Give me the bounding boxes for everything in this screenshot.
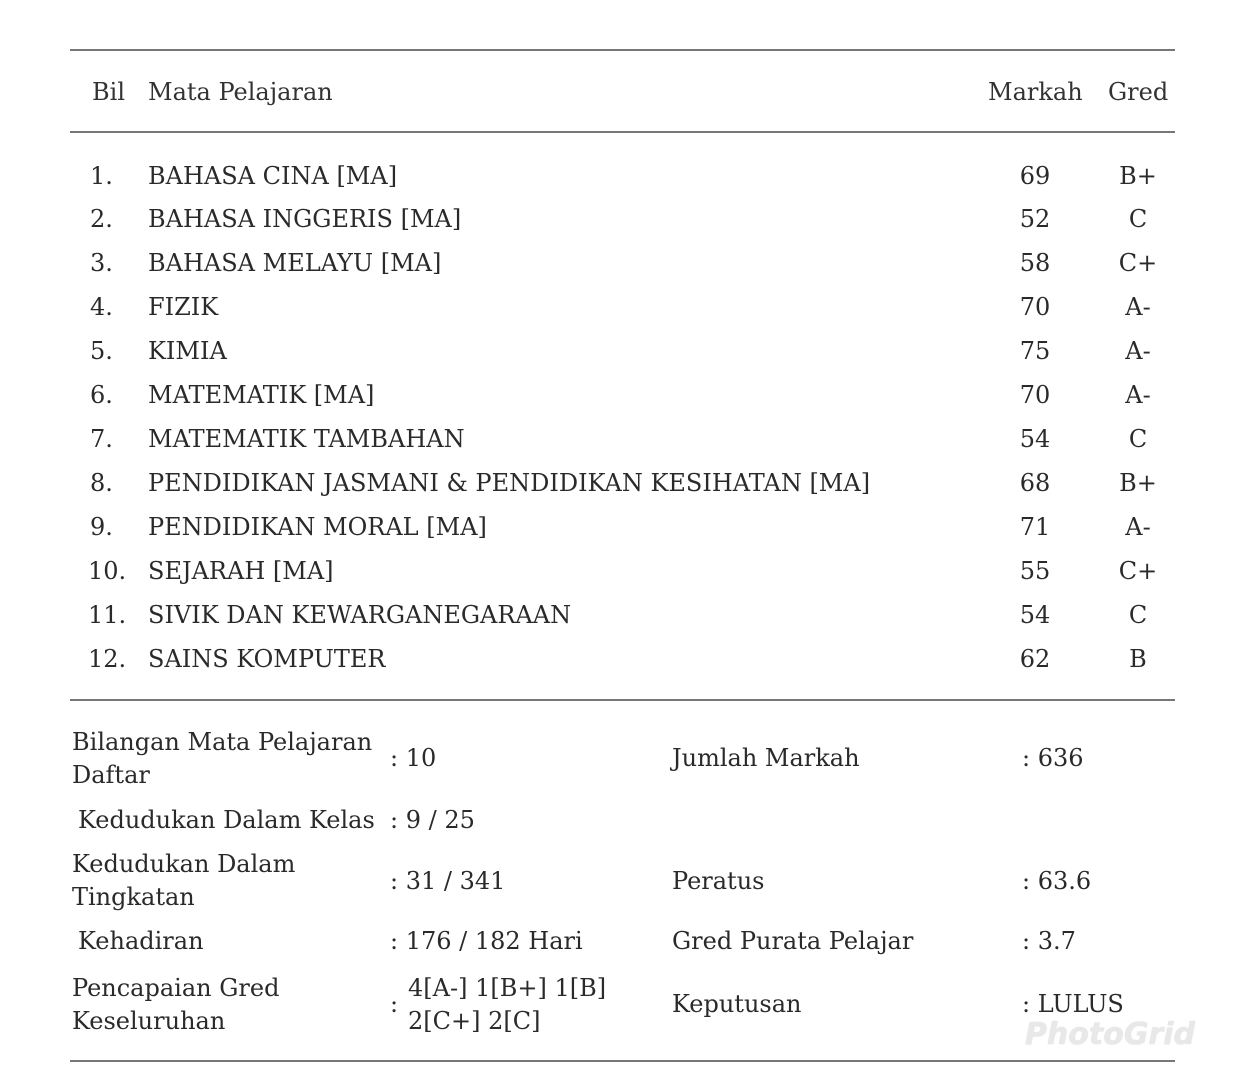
- row-grade: A-: [1125, 337, 1151, 365]
- row-number: 10.: [88, 557, 127, 585]
- row-grade: C: [1128, 601, 1148, 629]
- row-number: 8.: [90, 469, 113, 497]
- row-subject: SAINS KOMPUTER: [148, 645, 386, 673]
- row-grade: C: [1128, 205, 1148, 233]
- table-row: [0, 467, 1247, 507]
- overall-grade-label: Pencapaian Gred Keseluruhan: [72, 974, 280, 1035]
- row-mark: 69: [1019, 162, 1051, 190]
- table-row: [0, 555, 1247, 595]
- row-grade: A-: [1125, 381, 1151, 409]
- row-subject: FIZIK: [148, 293, 219, 321]
- bottom-rule: [70, 1060, 1175, 1062]
- row-mark: 54: [1019, 425, 1051, 453]
- row-subject: PENDIDIKAN MORAL [MA]: [148, 513, 487, 541]
- row-subject: PENDIDIKAN JASMANI & PENDIDIKAN KESIHATAN [MA]: [148, 469, 871, 497]
- row-number: 5.: [90, 337, 113, 365]
- row-grade: B+: [1119, 162, 1157, 190]
- header-bil: Bil: [92, 78, 125, 106]
- row-mark: 68: [1019, 469, 1051, 497]
- subjects-registered-value: : 10: [390, 744, 437, 772]
- form-position-value: : 31 / 341: [390, 867, 506, 895]
- table-row: [0, 511, 1247, 551]
- table-row: [0, 379, 1247, 419]
- table-row: [0, 203, 1247, 243]
- table-bottom-rule: [70, 699, 1175, 701]
- row-grade: A-: [1125, 513, 1151, 541]
- attendance-value: : 176 / 182 Hari: [390, 927, 583, 955]
- row-mark: 54: [1019, 601, 1051, 629]
- row-subject: BAHASA CINA [MA]: [148, 162, 398, 190]
- table-row: [0, 599, 1247, 639]
- class-position-label: Kedudukan Dalam Kelas: [78, 806, 375, 834]
- row-subject: SEJARAH [MA]: [148, 557, 334, 585]
- header-mark: Markah: [988, 78, 1083, 106]
- row-mark: 70: [1019, 381, 1051, 409]
- table-row: [0, 423, 1247, 463]
- row-number: 1.: [90, 162, 113, 190]
- attendance-label: Kehadiran: [78, 927, 204, 955]
- row-grade: B: [1129, 645, 1147, 673]
- table-row: [0, 291, 1247, 331]
- decision-value: : LULUS: [1022, 990, 1124, 1018]
- average-grade-value: : 3.7: [1022, 927, 1076, 955]
- total-marks-value: : 636: [1022, 744, 1084, 772]
- row-number: 2.: [90, 205, 113, 233]
- total-marks-label: Jumlah Markah: [672, 744, 860, 772]
- row-grade: C: [1128, 425, 1148, 453]
- row-subject: SIVIK DAN KEWARGANEGARAAN: [148, 601, 572, 629]
- row-subject: KIMIA: [148, 337, 227, 365]
- table-row: [0, 160, 1247, 200]
- row-subject: BAHASA MELAYU [MA]: [148, 249, 442, 277]
- overall-grade-colon: :: [390, 990, 399, 1018]
- table-row: [0, 643, 1247, 683]
- row-mark: 58: [1019, 249, 1051, 277]
- row-mark: 75: [1019, 337, 1051, 365]
- row-number: 3.: [90, 249, 113, 277]
- row-mark: 52: [1019, 205, 1051, 233]
- row-mark: 55: [1019, 557, 1051, 585]
- table-row: [0, 247, 1247, 287]
- header-subject: Mata Pelajaran: [148, 78, 333, 106]
- row-grade: B+: [1119, 469, 1157, 497]
- row-grade: C+: [1118, 249, 1158, 277]
- row-subject: BAHASA INGGERIS [MA]: [148, 205, 462, 233]
- row-number: 7.: [90, 425, 113, 453]
- row-number: 12.: [88, 645, 127, 673]
- percentage-value: : 63.6: [1022, 867, 1092, 895]
- header-grade: Gred: [1108, 78, 1169, 106]
- row-number: 11.: [88, 601, 127, 629]
- top-rule: [70, 49, 1175, 51]
- row-mark: 62: [1019, 645, 1051, 673]
- row-mark: 70: [1019, 293, 1051, 321]
- decision-label: Keputusan: [672, 990, 802, 1018]
- row-grade: C+: [1118, 557, 1158, 585]
- average-grade-label: Gred Purata Pelajar: [672, 927, 914, 955]
- row-number: 4.: [90, 293, 113, 321]
- header-rule: [70, 131, 1175, 133]
- row-mark: 71: [1019, 513, 1051, 541]
- row-number: 9.: [90, 513, 113, 541]
- form-position-label: Kedudukan Dalam Tingkatan: [72, 850, 296, 911]
- percentage-label: Peratus: [672, 867, 765, 895]
- row-subject: MATEMATIK [MA]: [148, 381, 375, 409]
- row-subject: MATEMATIK TAMBAHAN: [148, 425, 465, 453]
- overall-grade-value: 4[A-] 1[B+] 1[B] 2[C+] 2[C]: [408, 974, 607, 1035]
- photogrid-watermark: PhotoGrid: [1024, 1017, 1195, 1052]
- table-row: [0, 335, 1247, 375]
- row-number: 6.: [90, 381, 113, 409]
- subjects-registered-label: Bilangan Mata Pelajaran Daftar: [72, 728, 373, 789]
- row-grade: A-: [1125, 293, 1151, 321]
- class-position-value: : 9 / 25: [390, 806, 475, 834]
